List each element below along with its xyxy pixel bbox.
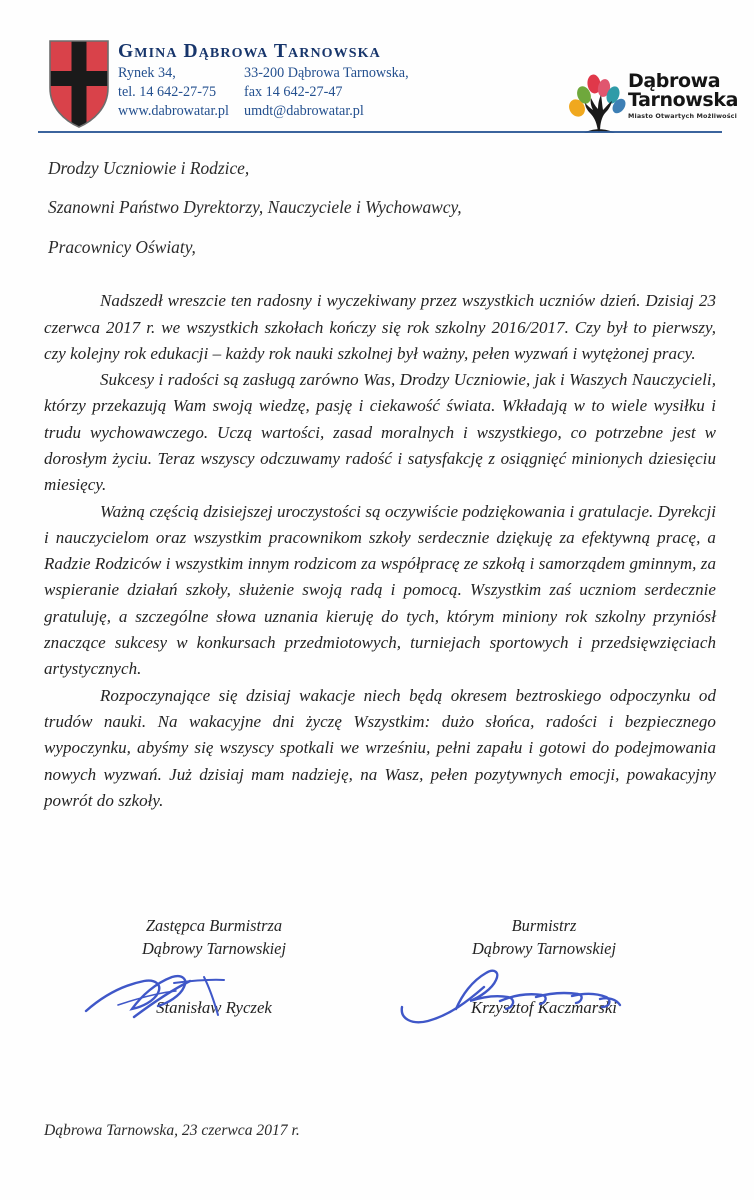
footer-place-date: Dąbrowa Tarnowska, 23 czerwca 2017 r. bbox=[44, 1122, 300, 1139]
coat-of-arms-icon bbox=[47, 38, 111, 130]
phone-number: tel. 14 642-27-75 bbox=[118, 84, 217, 101]
office-identity-block bbox=[118, 42, 418, 121]
phone-row bbox=[118, 83, 418, 102]
signature-deputy-mayor bbox=[64, 915, 364, 1019]
signature-name: Krzysztof Kaczmarski bbox=[471, 998, 617, 1018]
signature-name: Stanisław Ryczek bbox=[156, 998, 272, 1018]
letter-paragraphs bbox=[44, 288, 716, 814]
signature-block bbox=[44, 915, 716, 1055]
salutation-line: Szanowni Państwo Dyrektorzy, Nauczyciele i Wychowawcy, bbox=[48, 197, 462, 218]
signature-organisation: Dąbrowy Tarnowskiej bbox=[141, 938, 287, 958]
letter-paragraph: Rozpoczynające się dzisiaj wakacje niech będą okresem beztroskiego odpoczynku od trudów nauki. Na wakacyjne dni życzę Wszystkim: dużo słońca, radości i bezpiecznego wypoczynku, abyśmy się wszyscy spotkali we wrześniu, pełni zapału i gotowi do podejmowania nowych wyzwań. Już dzisiaj mam nadzieję, na Wasz, pełen pozytywnych emocji, powakacyjny powrót do szkoły. bbox=[44, 685, 716, 810]
salutation-line: Drodzy Uczniowie i Rodzice, bbox=[48, 158, 250, 178]
city-logo-name-line-2: Tarnowska bbox=[628, 88, 739, 111]
address-city: 33-200 Dąbrowa Tarnowska, bbox=[244, 65, 409, 82]
letter-paragraph: Ważną częścią dzisiejszej uroczystości są oczywiście podziękowania i gratulacje. Dyrekcji i nauczycielom oraz wszystkim pracownikom szkoły serdecznie dziękuję za efektywną pracę, a Radzie Rodziców i wszystkim innym rodzicom za współpracę ze szkołą i samorządem gminnym, za wspieranie działań szkoły, służenie swoją radą i pomocą. Wszystkim zaś uczniom serdecznie gratuluję, a szczególne słowa uznania kieruję do tych, którym miniony rok szkolny przyniósł znaczące sukcesy w konkursach przedmiotowych, turniejach sportowych i przedsięwzięciach artystycznych. bbox=[44, 501, 716, 679]
website-link[interactable]: www.dabrowatar.pl bbox=[118, 103, 229, 120]
signature-role: Burmistrz bbox=[511, 916, 577, 935]
header-divider bbox=[38, 131, 722, 133]
city-logo-name-line-1: Dąbrowa bbox=[628, 70, 721, 92]
email-link[interactable]: umdt@dabrowatar.pl bbox=[244, 103, 364, 120]
signature-organisation: Dąbrowy Tarnowskiej bbox=[471, 938, 617, 958]
letter-content bbox=[44, 160, 716, 814]
office-contact-lines bbox=[118, 64, 418, 121]
city-logo-tagline: Miasto Otwartych Możliwości bbox=[628, 112, 737, 121]
city-logo-wordmark bbox=[628, 72, 740, 120]
salutation-line: Pracownicy Oświaty, bbox=[48, 236, 196, 257]
fax-number: fax 14 642-27-47 bbox=[244, 84, 343, 101]
letter-paragraph: Sukcesy i radości są zasługą zarówno Was, Drodzy Uczniowie, jak i Waszych Nauczycieli, którzy przekazują Wam swoją wiedzę, pasję i ciekawość świata. Wkładają w to wiele wysiłku i trudu wychowawczego. Uczą wartości, zasad moralnych i wszystkiego, co potrzebne jest w dorosłym życiu. Teraz wszyscy odczuwamy radość i satysfakcję z osiągnięć minionych dziesięciu miesięcy. bbox=[44, 370, 716, 495]
salutation-block bbox=[48, 160, 716, 256]
letter-paragraph: Nadszedł wreszcie ten radosny i wyczekiwany przez wszystkich uczniów dzień. Dzisiaj 23 czerwca 2017 r. we wszystkich szkołach kończy się rok szkolny 2016/2017. Czy był to pierwszy, czy kolejny rok edukacji – każdy rok nauki szkolnej był ważny, pełen wyzwań i wytężonej pracy. bbox=[44, 291, 716, 363]
hand-tree-icon bbox=[568, 70, 630, 136]
signature-mayor bbox=[394, 915, 694, 1019]
address-street: Rynek 34, bbox=[118, 65, 176, 82]
letterhead bbox=[0, 28, 754, 128]
web-row bbox=[118, 102, 418, 121]
office-name: Gmina Dąbrowa Tarnowska bbox=[118, 41, 381, 62]
signature-role: Zastępca Burmistrza bbox=[145, 916, 283, 935]
address-row bbox=[118, 64, 418, 83]
